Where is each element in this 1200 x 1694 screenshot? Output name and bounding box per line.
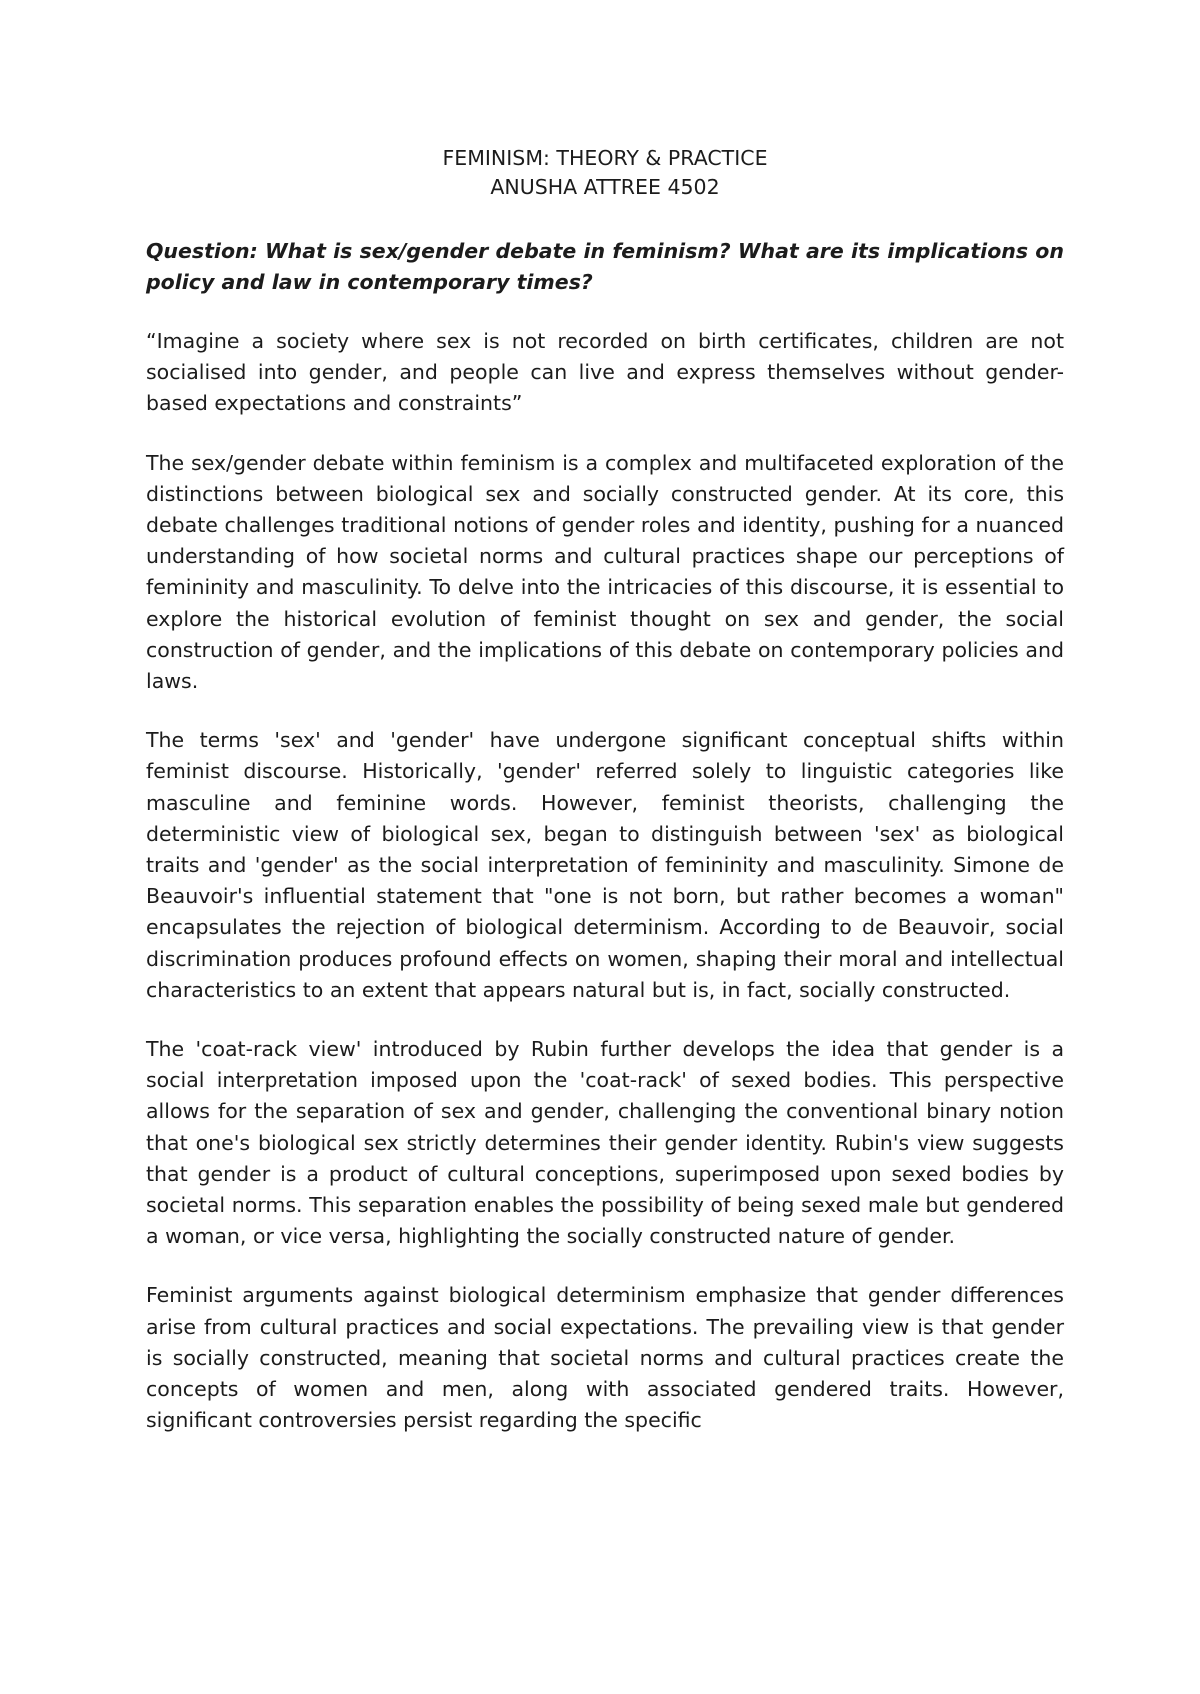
opening-quote: “Imagine a society where sex is not recorded on birth certificates, children are not socialised into gender, and people can live and express themselves without gender-based expectations and constraints”	[146, 329, 1064, 416]
document-body	[146, 144, 1064, 1437]
question-text: Question: What is sex/gender debate in feminism? What are its implications on policy and law in contemporary times?	[146, 239, 1064, 294]
paragraph-determinism: Feminist arguments against biological determinism emphasize that gender differences arise from cultural practices and social expectations. The prevailing view is that gender is socially constructed, meaning that societal norms and cultural practices create the concepts of women and men, along with associated gendered traits. However, significant controversies persist regarding the specific	[146, 1283, 1064, 1433]
document-title: FEMINISM: THEORY & PRACTICE	[442, 146, 768, 170]
author-line: ANUSHA ATTREE 4502	[490, 175, 720, 199]
paragraph-coat-rack: The 'coat-rack view' introduced by Rubin further develops the idea that gender is a social interpretation imposed upon the 'coat-rack' of sexed bodies. This perspective allows for the separation of sex and gender, challenging the conventional binary notion that one's biological sex strictly determines their gender identity. Rubin's view suggests that gender is a product of cultural conceptions, superimposed upon sexed bodies by societal norms. This separation enables the possibility of being sexed male but gendered a woman, or vice versa, highlighting the socially constructed nature of gender.	[146, 1037, 1064, 1249]
paragraph-intro: The sex/gender debate within feminism is a complex and multifaceted exploration of the distinctions between biological sex and socially constructed gender. At its core, this debate challenges traditional notions of gender roles and identity, pushing for a nuanced understanding of how societal norms and cultural practices shape our perceptions of femininity and masculinity. To delve into the intricacies of this discourse, it is essential to explore the historical evolution of feminist thought on sex and gender, the social construction of gender, and the implications of this debate on contemporary policies and laws.	[146, 450, 1064, 694]
paragraph-terms: The terms 'sex' and 'gender' have undergone significant conceptual shifts within feminist discourse. Historically, 'gender' referred solely to linguistic categories like masculine and feminine words. However, feminist theorists, challenging the deterministic view of biological sex, began to distinguish between 'sex' as biological traits and 'gender' as the social interpretation of femininity and masculinity. Simone de Beauvoir's influential statement that "one is not born, but rather becomes a woman" encapsulates the rejection of biological determinism. According to de Beauvoir, social discrimination produces profound effects on women, shaping their moral and intellectual characteristics to an extent that appears natural but is, in fact, socially constructed.	[146, 728, 1064, 1002]
